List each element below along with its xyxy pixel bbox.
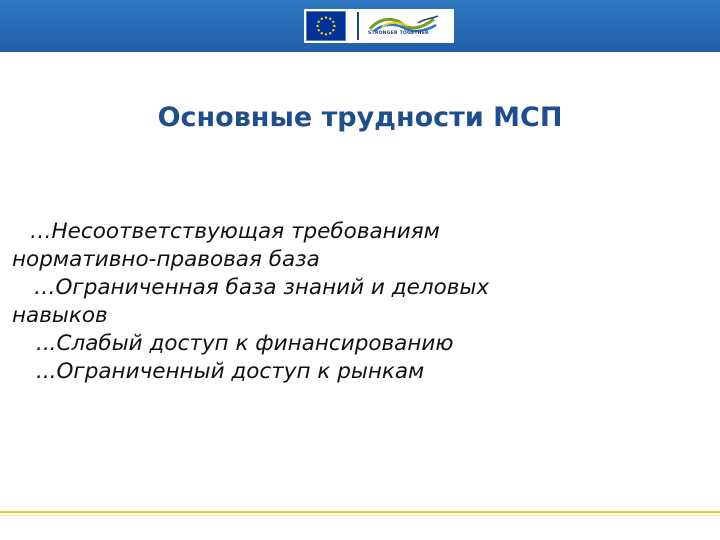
eu-star-icon: [321, 18, 323, 20]
eu-star-icon: [325, 33, 327, 35]
bullet-item: …Ограниченная база знаний и деловых: [34, 275, 490, 300]
bullet-item: …Несоответствующая требованиям: [30, 219, 440, 244]
bullet-item-continuation: нормативно-правовая база: [12, 247, 320, 272]
eu-star-icon: [325, 16, 327, 18]
logo-divider: [357, 12, 359, 40]
footer-accent-line-thin: [0, 515, 720, 516]
bullet-item: ...Слабый доступ к финансированию: [36, 331, 454, 356]
bullet-item: ...Ограниченный доступ к рынкам: [36, 359, 425, 384]
eu-star-icon: [318, 29, 320, 31]
eu-star-icon: [329, 32, 331, 34]
eu-flag-icon: [306, 11, 346, 41]
slide-title: Основные трудности МСП: [157, 102, 563, 133]
bullet-item-continuation: навыков: [12, 303, 108, 328]
bullet-list: [12, 218, 712, 386]
logo-text: STRONGER TOGETHER: [368, 31, 429, 36]
eu-star-icon: [333, 25, 335, 27]
eu-star-icon: [329, 18, 331, 20]
eu-star-icon: [321, 32, 323, 34]
header-bar: [0, 0, 720, 52]
footer-accent-line: [0, 511, 720, 513]
eu-star-icon: [318, 21, 320, 23]
eu-star-icon: [332, 29, 334, 31]
eu-star-icon: [332, 21, 334, 23]
logo-panel: [304, 9, 454, 43]
eu-star-icon: [316, 25, 318, 27]
